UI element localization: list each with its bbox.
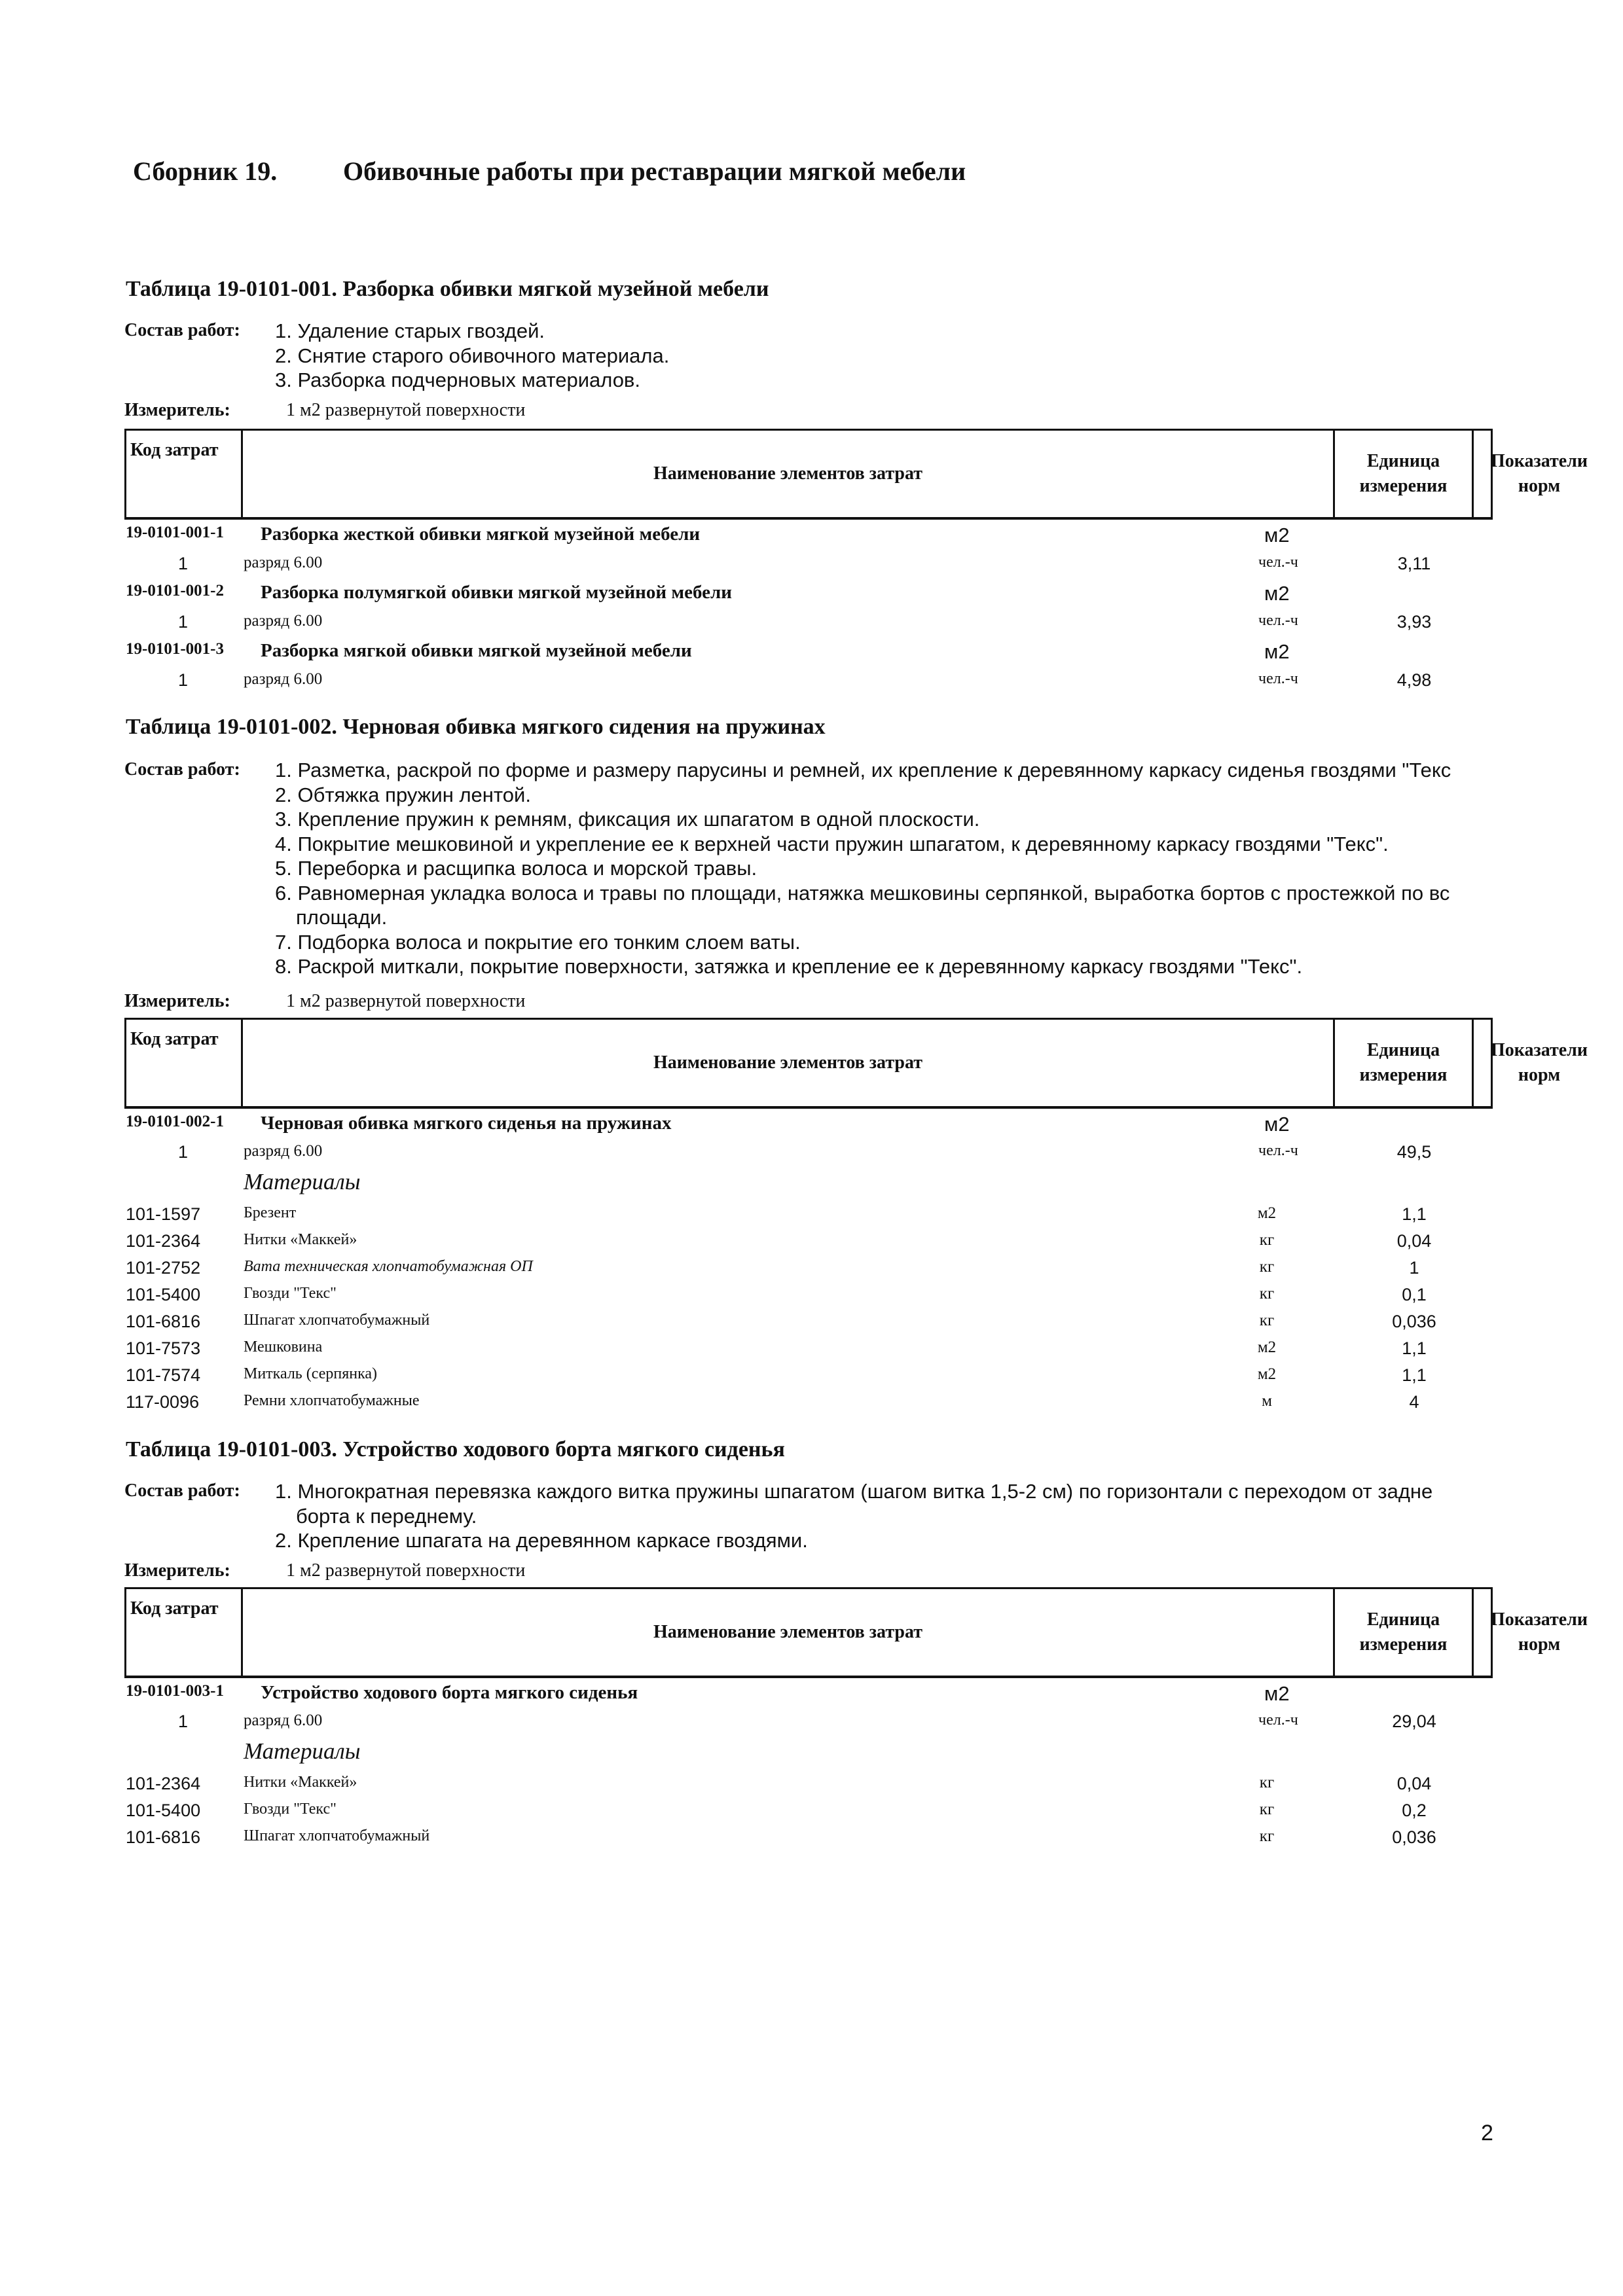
material-value: 0,036	[1392, 1312, 1436, 1331]
header-unit-line1: Единица	[1366, 1040, 1440, 1060]
measure-value: 1 м2 развернутой поверхности	[286, 991, 526, 1011]
table-2-rule	[124, 1106, 1493, 1109]
row-unit: м2	[1264, 1682, 1290, 1705]
material-code: 101-7573	[126, 1338, 201, 1358]
header-norm	[1474, 431, 1605, 517]
header-code: Код затрат	[126, 1020, 243, 1106]
materials-heading: Материалы	[244, 1169, 361, 1194]
row-code: 19-0101-001-2	[126, 582, 224, 600]
row-rank-unit: чел.-ч	[1258, 554, 1298, 571]
header-norm-line1: Показатели	[1490, 1609, 1588, 1630]
work-composition-label: Состав работ:	[124, 320, 240, 340]
table-1-work-composition	[124, 319, 1493, 420]
table-1-rule	[124, 517, 1493, 520]
collection-number: Сборник 19.	[133, 156, 278, 186]
table-row	[0, 582, 1623, 608]
work-item: 2. Снятие старого обивочного материала.	[275, 344, 670, 367]
work-item: 1. Удаление старых гвоздей.	[275, 319, 545, 342]
row-code: 19-0101-003-1	[126, 1682, 224, 1700]
table-row	[0, 554, 1623, 580]
table-row	[0, 1712, 1623, 1738]
header-code: Код затрат	[126, 1589, 243, 1676]
work-item: 2. Обтяжка пружин лентой.	[275, 783, 531, 806]
material-row	[0, 1365, 1623, 1391]
table-3-header	[124, 1587, 1588, 1677]
header-unit-line2: измерения	[1359, 1065, 1448, 1085]
material-unit: кг	[1259, 1801, 1275, 1818]
table-row	[0, 1142, 1623, 1168]
header-name: Наименование элементов затрат	[243, 431, 1335, 517]
material-code: 101-2752	[126, 1258, 201, 1278]
material-row	[0, 1774, 1623, 1800]
row-value: 3,11	[1397, 554, 1431, 573]
work-items-list	[275, 1479, 1493, 1553]
material-code: 101-5400	[126, 1285, 201, 1304]
header-unit	[1335, 431, 1474, 517]
material-code: 101-7574	[126, 1365, 201, 1385]
table-row	[0, 612, 1623, 638]
table-3-work-composition	[124, 1479, 1493, 1584]
work-item: 1. Разметка, раскрой по форме и размеру парусины и ремней, их крепление к деревянному каркасу сиденья гвоздями "Текс	[275, 759, 1451, 781]
row-number: 1	[178, 670, 189, 690]
table-row	[0, 640, 1623, 666]
header-code: Код затрат	[126, 431, 243, 517]
header-norm-line2: норм	[1518, 1065, 1561, 1085]
material-unit: кг	[1259, 1231, 1275, 1249]
table-row	[0, 670, 1623, 696]
work-item: 1. Многократная перевязка каждого витка пружины шпагатом (шагом витка 1,5-2 см) по горизонтали с переходом от задне	[275, 1480, 1433, 1503]
material-row	[0, 1338, 1623, 1365]
row-rank: разряд 6.00	[244, 612, 323, 630]
row-rank: разряд 6.00	[244, 554, 323, 571]
material-unit: м	[1262, 1392, 1272, 1410]
header-unit-line1: Единица	[1366, 451, 1440, 471]
table-2-title: Таблица 19-0101-002. Черновая обивка мягкого сидения на пружинах	[126, 715, 826, 739]
materials-heading: Материалы	[244, 1738, 361, 1764]
work-item: 2. Крепление шпагата на деревянном каркасе гвоздями.	[275, 1529, 808, 1552]
header-unit	[1335, 1020, 1474, 1106]
row-code: 19-0101-001-1	[126, 524, 224, 541]
header-norm	[1474, 1589, 1605, 1676]
header-unit	[1335, 1589, 1474, 1676]
row-unit: м2	[1264, 640, 1290, 663]
material-unit: м2	[1257, 1338, 1277, 1356]
material-name: Вата техническая хлопчатобумажная ОП	[244, 1258, 533, 1275]
material-code: 101-5400	[126, 1801, 201, 1820]
material-name: Гвозди "Текс"	[244, 1801, 337, 1818]
row-code: 19-0101-001-3	[126, 640, 224, 658]
row-rank-unit: чел.-ч	[1258, 670, 1298, 687]
material-value: 0,036	[1392, 1827, 1436, 1847]
material-code: 101-6816	[126, 1312, 201, 1331]
work-item: 5. Переборка и расщипка волоса и морской травы.	[275, 857, 757, 880]
material-unit: м2	[1257, 1365, 1277, 1383]
material-value: 1	[1409, 1258, 1419, 1278]
material-row	[0, 1801, 1623, 1827]
material-name: Гвозди "Текс"	[244, 1285, 337, 1302]
work-item: 3. Крепление пружин к ремням, фиксация их шпагатом в одной плоскости.	[275, 808, 980, 831]
table-row	[0, 1682, 1623, 1708]
row-value: 29,04	[1392, 1712, 1436, 1731]
row-name: Черновая обивка мягкого сиденья на пружинах	[261, 1113, 672, 1134]
collection-title: Обивочные работы при реставрации мягкой мебели	[343, 156, 966, 186]
material-unit: кг	[1259, 1774, 1275, 1791]
work-composition-label: Состав работ:	[124, 759, 240, 780]
material-code: 101-1597	[126, 1204, 201, 1224]
table-row	[0, 524, 1623, 550]
row-number: 1	[178, 554, 189, 573]
work-items-list	[275, 319, 1493, 393]
work-item: 6. Равномерная укладка волоса и травы по площади, натяжка мешковины серпянкой, выработка бортов с простежкой по вс	[275, 881, 1450, 905]
measure-value: 1 м2 развернутой поверхности	[286, 1560, 526, 1581]
material-value: 0,04	[1396, 1774, 1432, 1793]
measure-label: Измеритель:	[124, 400, 230, 420]
table-row	[0, 1113, 1623, 1139]
material-code: 101-2364	[126, 1774, 201, 1793]
material-code: 101-2364	[126, 1231, 201, 1251]
row-number: 1	[178, 612, 189, 632]
materials-heading-row	[0, 1738, 1623, 1768]
row-code: 19-0101-002-1	[126, 1113, 224, 1130]
material-value: 0,04	[1396, 1231, 1432, 1251]
measure-value: 1 м2 развернутой поверхности	[286, 400, 526, 420]
measure-label: Измеритель:	[124, 1560, 230, 1581]
material-value: 4	[1409, 1392, 1419, 1412]
row-number: 1	[178, 1712, 189, 1731]
material-row	[0, 1204, 1623, 1230]
table-2-work-composition	[124, 758, 1493, 1013]
header-norm-line2: норм	[1518, 476, 1561, 496]
header-name: Наименование элементов затрат	[243, 1020, 1335, 1106]
row-rank-unit: чел.-ч	[1258, 612, 1298, 629]
materials-heading-row	[0, 1169, 1623, 1199]
row-rank-unit: чел.-ч	[1258, 1142, 1298, 1159]
work-items-list	[275, 758, 1493, 979]
header-norm	[1474, 1020, 1605, 1106]
row-name: Устройство ходового борта мягкого сиденья	[261, 1682, 638, 1703]
material-row	[0, 1285, 1623, 1311]
row-unit: м2	[1264, 524, 1290, 547]
material-row	[0, 1231, 1623, 1257]
table-3-title: Таблица 19-0101-003. Устройство ходового борта мягкого сиденья	[126, 1437, 785, 1462]
material-row	[0, 1392, 1623, 1418]
material-name: Нитки «Маккей»	[244, 1774, 357, 1791]
material-value: 0,2	[1402, 1801, 1427, 1820]
table-1-title: Таблица 19-0101-001. Разборка обивки мягкой музейной мебели	[126, 277, 769, 301]
row-value: 49,5	[1396, 1142, 1432, 1162]
header-unit-line1: Единица	[1366, 1609, 1440, 1630]
work-item: 7. Подборка волоса и покрытие его тонким слоем ваты.	[275, 930, 801, 954]
material-name: Брезент	[244, 1204, 297, 1221]
work-item: 8. Раскрой миткали, покрытие поверхности, затяжка и крепление ее к деревянному каркасу гвоздями "Текс".	[275, 955, 1303, 978]
table-3-rule	[124, 1676, 1493, 1678]
table-2-header	[124, 1018, 1588, 1108]
row-value: 3,93	[1396, 612, 1432, 632]
header-unit-line2: измерения	[1359, 476, 1448, 496]
work-item: борта к переднему.	[296, 1504, 477, 1528]
header-unit-line2: измерения	[1359, 1634, 1448, 1655]
material-value: 1,1	[1402, 1338, 1427, 1358]
page-number: 2	[1481, 2121, 1493, 2145]
material-row	[0, 1312, 1623, 1338]
work-item: 3. Разборка подчерновых материалов.	[275, 368, 641, 391]
material-unit: кг	[1259, 1827, 1275, 1845]
material-value: 1,1	[1402, 1204, 1427, 1224]
material-code: 117-0096	[126, 1392, 200, 1412]
material-name: Миткаль (серпянка)	[244, 1365, 378, 1382]
material-name: Ремни хлопчатобумажные	[244, 1392, 420, 1409]
material-row	[0, 1827, 1623, 1854]
measure-label: Измеритель:	[124, 991, 230, 1011]
work-item: площади.	[296, 906, 388, 929]
header-norm-line1: Показатели	[1490, 451, 1588, 471]
row-number: 1	[178, 1142, 189, 1162]
row-unit: м2	[1264, 582, 1290, 605]
material-unit: кг	[1259, 1258, 1275, 1276]
material-name: Нитки «Маккей»	[244, 1231, 357, 1248]
row-rank: разряд 6.00	[244, 670, 323, 688]
material-name: Шпагат хлопчатобумажный	[244, 1312, 430, 1329]
material-value: 0,1	[1402, 1285, 1427, 1304]
header-norm-line1: Показатели	[1490, 1040, 1588, 1060]
material-name: Мешковина	[244, 1338, 323, 1355]
row-name: Разборка мягкой обивки мягкой музейной мебели	[261, 640, 692, 661]
table-1-header	[124, 429, 1588, 519]
row-rank: разряд 6.00	[244, 1142, 323, 1160]
material-row	[0, 1258, 1623, 1284]
row-value: 4,98	[1396, 670, 1432, 690]
material-value: 1,1	[1402, 1365, 1427, 1385]
material-unit: кг	[1259, 1312, 1275, 1329]
material-name: Шпагат хлопчатобумажный	[244, 1827, 430, 1844]
row-name: Разборка полумягкой обивки мягкой музейной мебели	[261, 582, 732, 603]
material-unit: кг	[1259, 1285, 1275, 1302]
material-unit: м2	[1257, 1204, 1277, 1222]
row-rank: разряд 6.00	[244, 1712, 323, 1729]
header-name: Наименование элементов затрат	[243, 1589, 1335, 1676]
work-item: 4. Покрытие мешковиной и укрепление ее к верхней части пружин шпагатом, к деревянному каркасу гвоздями "Текс".	[275, 832, 1389, 855]
row-name: Разборка жесткой обивки мягкой музейной мебели	[261, 524, 701, 545]
row-unit: м2	[1264, 1113, 1290, 1136]
material-code: 101-6816	[126, 1827, 201, 1847]
header-norm-line2: норм	[1518, 1634, 1561, 1655]
work-composition-label: Состав работ:	[124, 1480, 240, 1501]
row-rank-unit: чел.-ч	[1258, 1712, 1298, 1729]
